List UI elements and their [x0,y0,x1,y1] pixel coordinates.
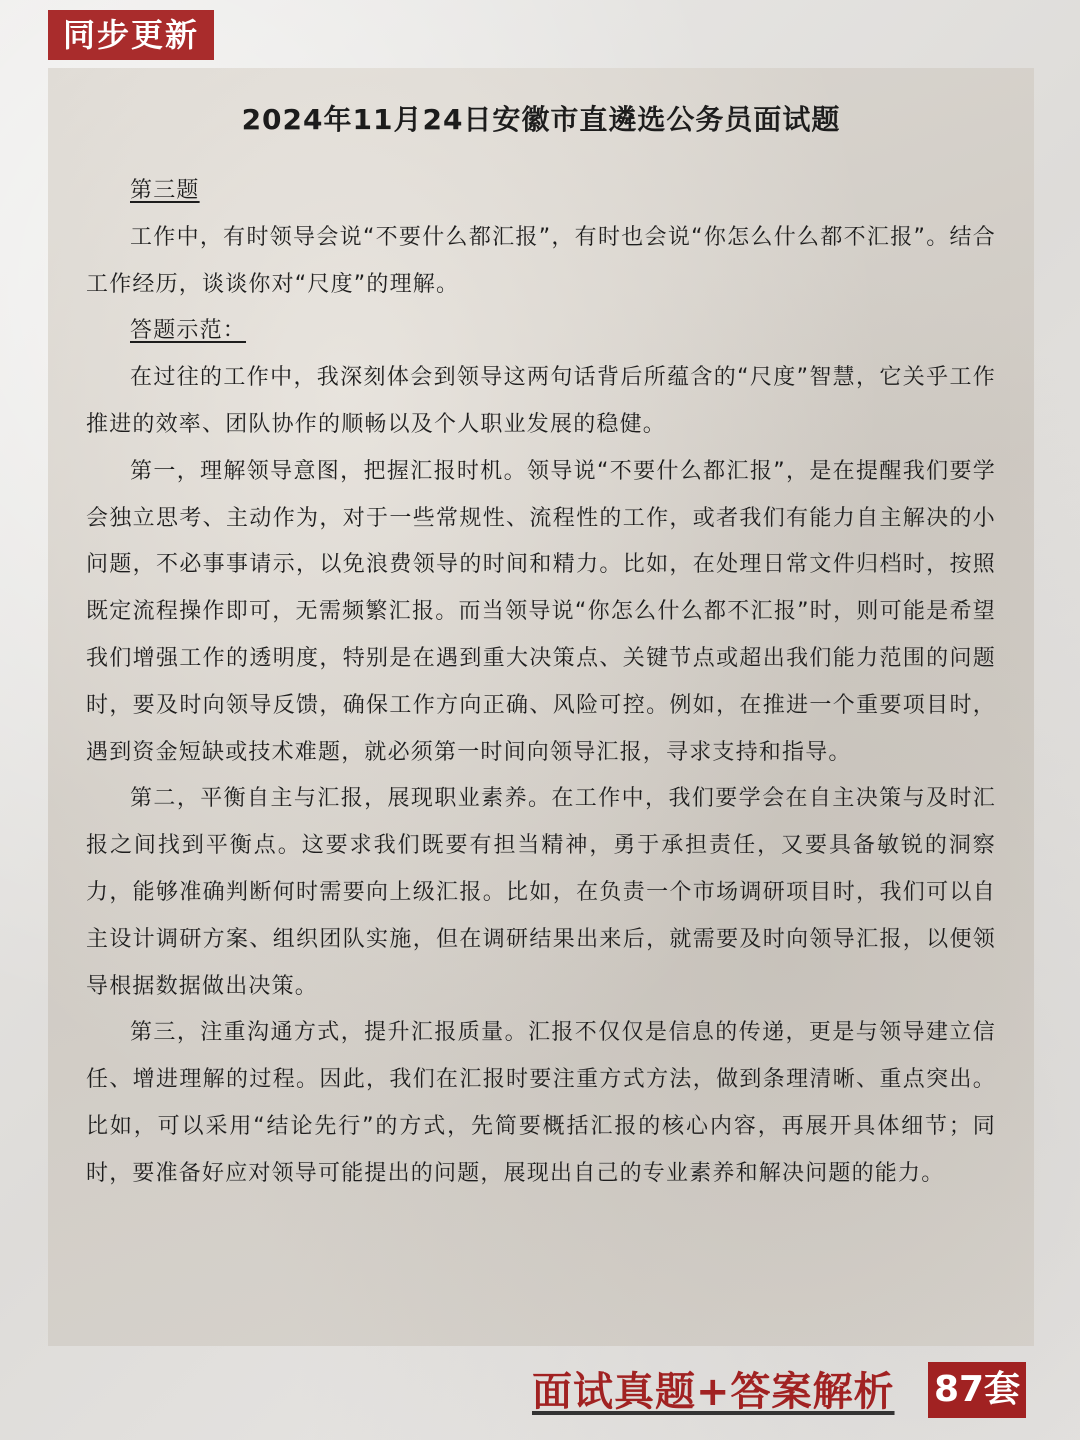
answer-paragraph-third: 第三，注重沟通方式，提升汇报质量。汇报不仅仅是信息的传递，更是与领导建立信任、增进理解的过程。因此，我们在汇报时要注重方式方法，做到条理清晰、重点突出。比如，可以采用“结论先行”的方式，先简要概括汇报的核心内容，再展开具体细节；同时，要准备好应对领导可能提出的问题，展现出自己的专业素养和解决问题的能力。 [86,1020,996,1186]
answer-paragraph-second: 第二，平衡自主与汇报，展现职业素养。在工作中，我们要学会在自主决策与及时汇报之间找到平衡点。这要求我们既要有担当精神，勇于承担责任，又要具备敏锐的洞察力，能够准确判断何时需要向上级汇报。比如，在负责一个市场调研项目时，我们可以自主设计调研方案、组织团队实施，但在调研结果出来后，就需要及时向领导汇报，以便领导根据数据做出决策。 [86,786,996,999]
footer-title: 面试真题+答案解析 [532,1369,895,1415]
answer-paragraph-intro: 在过往的工作中，我深刻体会到领导这两句话背后所蕴含的“尺度”智慧，它关乎工作推进的效率、团队协作的顺畅以及个人职业发展的稳健。 [86,365,996,437]
answer-label: 答题示范： [130,318,247,344]
sync-update-badge: 同步更新 [48,10,214,60]
document-paper [48,68,1034,1346]
question-text: 工作中，有时领导会说“不要什么都汇报”，有时也会说“你怎么什么都不汇报”。结合工作经历，谈谈你对“尺度”的理解。 [86,224,996,297]
question-label: 第三题 [130,178,200,203]
set-count-badge: 87套 [928,1362,1026,1418]
answer-paragraph-first: 第一，理解领导意图，把握汇报时机。领导说“不要什么都汇报”，是在提醒我们要学会独立思考、主动作为，对于一些常规性、流程性的工作，或者我们有能力自主解决的小问题，不必事事请示，以免浪费领导的时间和精力。比如，在处理日常文件归档时，按照既定流程操作即可，无需频繁汇报。而当领导说“你怎么什么都不汇报”时，则可能是希望我们增强工作的透明度，特别是在遇到重大决策点、关键节点或超出我们能力范围的问题时，要及时向领导反馈，确保工作方向正确、风险可控。例如，在推进一个重要项目时，遇到资金短缺或技术难题，就必须第一时间向领导汇报，寻求支持和指导。 [86,458,996,765]
document-content [86,168,996,1198]
document-title: 2024年11月24日安徽市直遴选公务员面试题 [241,103,841,136]
